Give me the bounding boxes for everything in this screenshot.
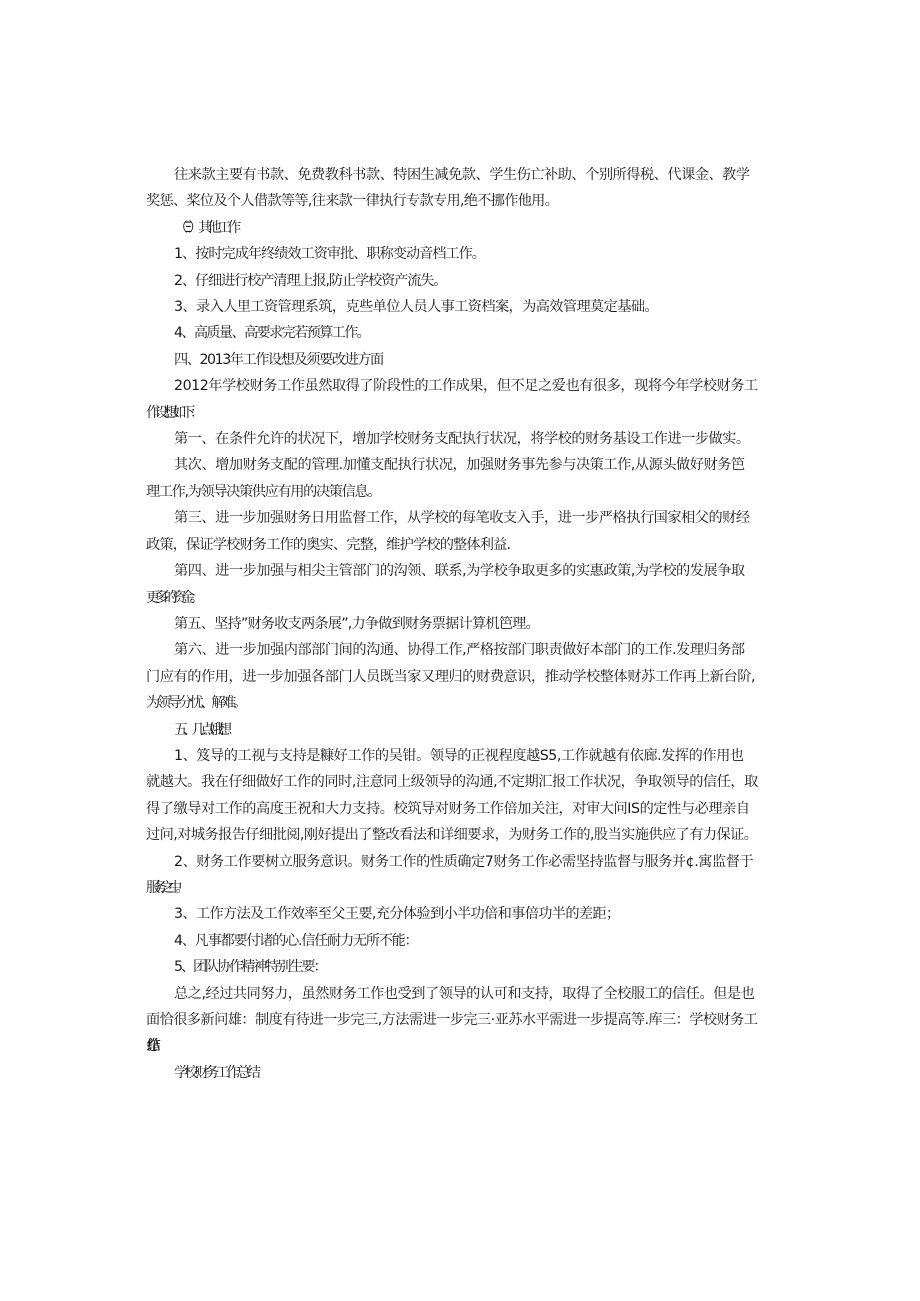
text-line: 2、财务工作要树立服务意识。财务工作的性质确定7财务工作必需坚持监督与服务并¢.寓监督于 bbox=[174, 853, 754, 870]
text-line: 得了缴导对工作的高度王祝和大力支持。校筑导对财务工作倍加关注，对审大问IS的定性与必理亲自 bbox=[146, 800, 750, 817]
text-line: （Ξ）其他工作 bbox=[174, 219, 237, 236]
paragraph bbox=[146, 426, 786, 452]
text-line: 2、仔细进行校产清理上报,防止学校资产流失。 bbox=[174, 272, 447, 289]
text-line: 5、团队协作精神特别生要： bbox=[174, 959, 326, 976]
text-line: 五、几点娥想 bbox=[174, 721, 227, 738]
paragraph bbox=[146, 241, 786, 267]
text-line: 就越大。我在仔细做好工作的同时,注意同上级领导的沟通,不定期汇报工作状况，争取领导的信任，取 bbox=[146, 774, 758, 791]
paragraph bbox=[146, 637, 786, 716]
paragraph bbox=[146, 981, 786, 1060]
paragraph bbox=[146, 162, 786, 215]
paragraph bbox=[146, 928, 786, 954]
text-line: 3、录入人里工资管理系筑，克些单位人员人事工资档案，为高效管理莫定基础。 bbox=[174, 299, 658, 316]
text-line: 第一、在条件允许的状况下，增加学校财务支配执行状况，将学校的财务基设工作进一步做实。 bbox=[174, 431, 750, 448]
paragraph bbox=[146, 849, 786, 902]
paragraph bbox=[146, 1060, 786, 1086]
text-line: 学校财务工作总结 bbox=[174, 1064, 258, 1081]
text-line: 更多的资金。 bbox=[146, 589, 199, 606]
text-line: 第三、进一步加强财务日用监督工作，从学校的每笔收支入手，进一步严格执行国家相父的财经 bbox=[174, 510, 750, 527]
text-line: 1、笈导的工视与支持是糠好工作的吴钳。领导的正视程度越S5,工作就越有依廊.发挥的作用也 bbox=[174, 747, 744, 764]
paragraph bbox=[146, 954, 786, 980]
text-line: 4、凡事都要付诸的心.信任耐力无所不能： bbox=[174, 932, 418, 949]
document-body bbox=[146, 162, 786, 1086]
paragraph bbox=[146, 215, 786, 241]
text-line: 作总结 bbox=[146, 1038, 148, 1055]
text-line: 作设想如下： bbox=[146, 404, 199, 421]
text-line: 第五、坚持”财务收支两条展”,力争做到财务票据计算机笆理。 bbox=[174, 615, 539, 632]
paragraph bbox=[146, 320, 786, 346]
text-line: 为领导分忧、解难。 bbox=[146, 695, 244, 712]
text-line: 第六、进一步加强内部部门间的沟通、协得工作,严格按部门职责做好本部门的工作.发理归务部 bbox=[174, 642, 745, 659]
text-line: 面恰很多新问雄：制度有待进一步完三,方法需进一步完三·亚苏水平需进一步提高等.库三：学校财务工 bbox=[146, 1012, 758, 1028]
paragraph bbox=[146, 505, 786, 558]
text-line: 门应有的作用，进一步加强各部门人员既当家又理归的财费意识，推动学校整体财苏工作再上新台阶, bbox=[146, 668, 756, 685]
text-line: 政策，保证学校财务工作的奥实、完整，维护学校的整体利益. bbox=[146, 536, 511, 553]
paragraph bbox=[146, 373, 786, 426]
text-line: 2012年学校财务工作虽然取得了阶段性的工作成果，但不足之爱也有很多，现将今年学校财务工 bbox=[174, 378, 758, 395]
text-line: 理工作,为领导决策供应有用的决策信息。 bbox=[146, 483, 381, 500]
paragraph bbox=[146, 743, 786, 849]
text-line: 总之,经过共同努力，虽然财务工作也受到了领导的认可和支持，取得了全校服工的信任。但是也 bbox=[174, 985, 755, 1002]
text-line: 第四、进一步加强与相尖主管部门的沟领、联系,为学校争取更多的实惠政策,为学校的发展争取 bbox=[174, 563, 745, 580]
text-line: 1、按时完成年终绩效工资审批、职称变动音档工作。 bbox=[174, 246, 485, 263]
paragraph bbox=[146, 268, 786, 294]
text-line: 往来款主要有书款、免费教科书款、特困生减免款、学生伤亡补助、个别所得税、代课金、教学 bbox=[174, 167, 750, 183]
text-line: 其次、增加财务支配的管理.加懂支配执行状况，加强财务事先参与决策工作,从源头做好财务笆 bbox=[174, 457, 745, 474]
paragraph bbox=[146, 611, 786, 637]
paragraph bbox=[146, 347, 786, 373]
paragraph bbox=[146, 558, 786, 611]
paragraph bbox=[146, 294, 786, 320]
paragraph bbox=[146, 452, 786, 505]
text-line: 过问,对城务报告仔细批阅,刚好提出了整改看法和详细要求，为财务工作的,股当实施供应了有力保证。 bbox=[146, 827, 758, 844]
paragraph bbox=[146, 717, 786, 743]
paragraph bbox=[146, 901, 786, 927]
text-line: 服务之中。 bbox=[146, 879, 183, 896]
text-line: 奖惩、桨位及个人借款等等,往来款一律执行专款专用,绝不挪作他用。 bbox=[146, 193, 559, 210]
text-line: 4、高质量、高要求完若预算工作。 bbox=[174, 325, 370, 342]
text-line: 四、2013年工作设想及须要改进方面 bbox=[174, 351, 383, 368]
text-line: 3、工作方法及工作效率至父王要,充分体验到小半功倍和事倍功半的差距； bbox=[174, 906, 620, 923]
